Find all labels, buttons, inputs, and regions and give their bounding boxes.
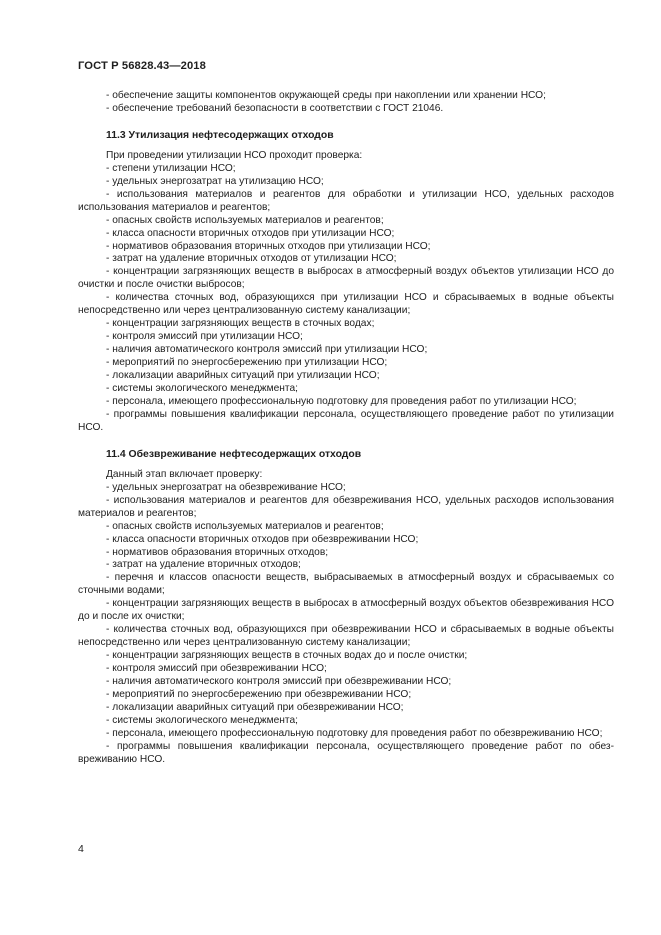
section-lead: Данный этап включает проверку:: [106, 468, 263, 480]
list-item: - обеспечение требований безопасности в соответствии с ГОСТ 21046.: [106, 102, 444, 114]
section-11-3: [78, 130, 614, 435]
list-item: - концентрации загрязняющих веществ в выбросах в атмосферный воздух объектов обезвреживания НСО до и после их очистки;: [78, 598, 614, 623]
list-item: - опасных свойств используемых материалов и реагентов;: [106, 520, 384, 532]
list-item: - концентрации загрязняющих веществ в сточных водах до и после очистки;: [106, 650, 468, 662]
list-item: - затрат на удаление вторичных отходов от утилизации НСО;: [106, 253, 397, 265]
document-header: ГОСТ Р 56828.43—2018: [78, 60, 206, 72]
list-item: - наличия автоматического контроля эмиссий при обезвреживании НСО;: [106, 676, 452, 688]
list-item: - количества сточных вод, образующихся при утилизации НСО и сбрасываемых в водные объекты непосредственно или через централизованную систему канализации;: [78, 292, 614, 317]
section-lead: При проведении утилизации НСО проходит проверка:: [106, 149, 363, 161]
list-item: - персонала, имеющего профессиональную подготовку для проведения работ по обезвреживанию НСО;: [106, 727, 603, 739]
page-number: 4: [78, 843, 84, 855]
list-item: - персонала, имеющего профессиональную подготовку для проведения работ по утилизации НСО;: [106, 395, 577, 407]
list-item: - программы повышения квалификации персонала, осуществляющего проведение работ по утилизации НСО.: [78, 408, 614, 433]
list-item: - системы экологического менеджмента;: [106, 714, 298, 726]
list-item: - наличия автоматического контроля эмиссий при утилизации НСО;: [106, 344, 428, 356]
list-item: - затрат на удаление вторичных отходов;: [106, 559, 301, 571]
list-item: - концентрации загрязняющих веществ в сточных водах;: [106, 318, 375, 330]
list-item: - программы повышения квалификации персонала, осуществляющего проведение работ по обезвреживанию НСО.: [78, 740, 614, 765]
list-item: - контроля эмиссий при утилизации НСО;: [106, 331, 303, 343]
list-item: - концентрации загрязняющих веществ в выбросах в атмосферный воздух объектов утилизации НСО до очистки и после очистки выбросов;: [78, 266, 614, 291]
list-item: - нормативов образования вторичных отходов при утилизации НСО;: [106, 240, 431, 252]
list-item: - контроля эмиссий при обезвреживании НСО;: [106, 663, 327, 675]
list-item: - класса опасности вторичных отходов при обезвреживании НСО;: [106, 533, 419, 545]
section-heading: 11.3 Утилизация нефтесодержащих отходов: [106, 129, 334, 141]
list-item: - количества сточных вод, образующихся при обезвреживании НСО и сбрасываемых в водные объекты непосредственно или через централизованную систему канализации;: [78, 624, 614, 649]
section-11-4: [78, 449, 614, 767]
list-item: - локализации аварийных ситуаций при утилизации НСО;: [106, 370, 380, 382]
list-item: - удельных энергозатрат на утилизацию НСО;: [106, 175, 324, 187]
list-item: - нормативов образования вторичных отходов;: [106, 546, 329, 558]
list-item: - перечня и классов опасности веществ, выбрасываемых в атмосферный воздух и сбрасываемых со сточными водами;: [78, 572, 614, 597]
list-item: - обеспечение защиты компонентов окружающей среды при накоплении или хранении НСО;: [106, 90, 546, 101]
document-body: [78, 90, 614, 767]
list-item: - класса опасности вторичных отходов при утилизации НСО;: [106, 227, 395, 239]
list-item: - системы экологического менеджмента;: [106, 383, 298, 395]
list-item: - использования материалов и реагентов для обезвреживания НСО, удельных расходов использования материалов и реагентов;: [78, 494, 614, 519]
list-item: - локализации аварийных ситуаций при обезвреживании НСО;: [106, 701, 404, 713]
list-item: - использования материалов и реагентов для обработки и утилизации НСО, удельных расходов использования материалов и реагентов;: [78, 188, 614, 213]
list-item: - мероприятий по энергосбережению при утилизации НСО;: [106, 357, 388, 369]
list-item: - удельных энергозатрат на обезвреживание НСО;: [106, 481, 346, 493]
section-heading: 11.4 Обезвреживание нефтесодержащих отходов: [106, 448, 362, 460]
list-item: - опасных свойств используемых материалов и реагентов;: [106, 214, 384, 226]
intro-list: [78, 90, 614, 116]
list-item: - мероприятий по энергосбережению при обезвреживании НСО;: [106, 688, 412, 700]
list-item: - степени утилизации НСО;: [106, 162, 236, 174]
